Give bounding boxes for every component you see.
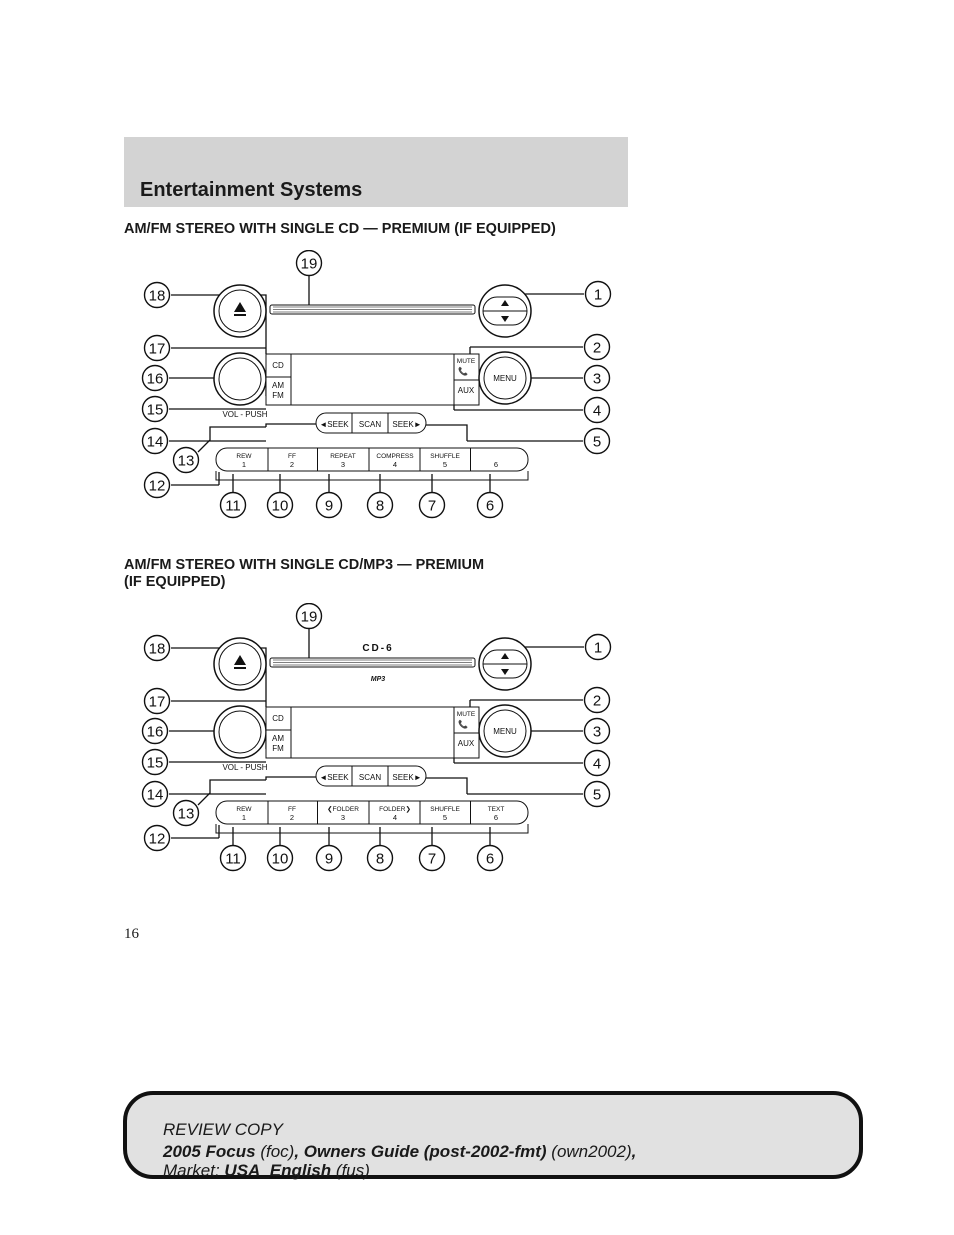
preset-2-number: 2	[289, 813, 295, 822]
callout-2: 2	[592, 692, 602, 710]
callout-19: 19	[300, 255, 318, 273]
preset-6-label: TEXT	[487, 806, 505, 813]
radio-svg	[130, 250, 630, 525]
preset-3-label: REPEAT	[330, 453, 356, 460]
callout-leader	[266, 777, 316, 780]
preset-3-number: 3	[340, 460, 346, 469]
preset-base	[216, 824, 528, 833]
section-title-2: AM/FM STEREO WITH SINGLE CD/MP3 — PREMIUM (IF EQUIPPED)	[124, 557, 485, 590]
page-title: Entertainment Systems	[140, 179, 363, 201]
callout-15: 15	[146, 754, 164, 772]
seek-left-label: ◄SEEK	[319, 773, 349, 782]
review-footer	[123, 1091, 863, 1179]
seek-right-label: SEEK►	[392, 773, 422, 782]
callout-9: 9	[324, 850, 334, 868]
preset-4-number: 4	[392, 460, 398, 469]
callout-3: 3	[592, 370, 602, 388]
callout-19: 19	[300, 608, 318, 626]
callout-11: 11	[225, 850, 241, 868]
callout-12: 12	[148, 477, 166, 495]
preset-5-label: SHUFFLE	[430, 806, 460, 813]
callout-9: 9	[324, 497, 334, 515]
section-header	[124, 137, 628, 207]
preset-6-number: 6	[493, 813, 499, 822]
fm-button-label: FM	[272, 391, 284, 400]
preset-3-label: ❮FOLDER	[327, 806, 359, 813]
preset-5-number: 5	[442, 460, 448, 469]
scan-label: SCAN	[358, 420, 382, 429]
callout-7: 7	[427, 850, 437, 868]
cd-button-label: CD	[272, 361, 284, 370]
callout-14: 14	[146, 786, 164, 804]
preset-4-label: COMPRESS	[376, 453, 414, 460]
callout-6: 6	[485, 850, 495, 868]
cd-button-label: CD	[272, 714, 284, 723]
mute-label: MUTE	[456, 358, 476, 365]
preset-1-number: 1	[241, 813, 247, 822]
callout-8: 8	[375, 497, 385, 515]
preset-bar	[216, 801, 528, 824]
preset-base	[216, 471, 528, 480]
callout-18: 18	[148, 640, 166, 658]
preset-5-label: SHUFFLE	[430, 453, 460, 460]
radio-diagram-2	[130, 603, 630, 878]
section-title-1: AM/FM STEREO WITH SINGLE CD — PREMIUM (IF EQUIPPED)	[124, 221, 556, 237]
radio-diagram-1	[130, 250, 630, 525]
fm-button-label: FM	[272, 744, 284, 753]
preset-1-number: 1	[241, 460, 247, 469]
callout-10: 10	[271, 497, 289, 515]
phone-icon: 📞	[458, 367, 468, 376]
volume-knob-inner	[219, 358, 261, 400]
callout-1: 1	[593, 286, 603, 304]
callout-5: 5	[592, 786, 602, 804]
phone-icon: 📞	[458, 720, 468, 729]
preset-4-number: 4	[392, 813, 398, 822]
callout-leader	[426, 425, 467, 441]
preset-2-label: FF	[288, 453, 296, 460]
callout-6: 6	[485, 497, 495, 515]
radio-svg	[130, 603, 630, 878]
callout-7: 7	[427, 497, 437, 515]
callout-16: 16	[146, 723, 164, 741]
scan-label: SCAN	[358, 773, 382, 782]
preset-1-label: REW	[236, 806, 252, 813]
document-info: 2005 Focus (foc), Owners Guide (post-2002-fmt) (own2002),	[163, 1142, 637, 1161]
callout-4: 4	[592, 755, 602, 773]
callout-4: 4	[592, 402, 602, 420]
callout-18: 18	[148, 287, 166, 305]
market-info: Market: USA_English (fus)	[163, 1161, 370, 1180]
preset-6-number: 6	[493, 460, 499, 469]
callout-15: 15	[146, 401, 164, 419]
menu-label: MENU	[493, 727, 517, 736]
menu-label: MENU	[493, 374, 517, 383]
callout-10: 10	[271, 850, 289, 868]
callout-5: 5	[592, 433, 602, 451]
page-number: 16	[124, 926, 139, 942]
callout-16: 16	[146, 370, 164, 388]
callout-13: 13	[177, 805, 195, 823]
aux-label: AUX	[457, 386, 475, 395]
preset-1-label: REW	[236, 453, 252, 460]
preset-4-label: FOLDER❯	[379, 806, 411, 813]
am-button-label: AM	[272, 381, 284, 390]
am-button-label: AM	[272, 734, 284, 743]
display-screen	[291, 707, 454, 758]
callout-3: 3	[592, 723, 602, 741]
vol-push-label: VOL - PUSH	[222, 410, 268, 419]
callout-11: 11	[225, 497, 241, 515]
mute-label: MUTE	[456, 711, 476, 718]
callout-leader	[426, 778, 467, 794]
seek-right-label: SEEK►	[392, 420, 422, 429]
callout-13: 13	[177, 452, 195, 470]
preset-2-number: 2	[289, 460, 295, 469]
display-screen	[291, 354, 454, 405]
preset-2-label: FF	[288, 806, 296, 813]
callout-17: 17	[148, 340, 166, 358]
mp3-logo: MP3	[370, 676, 386, 683]
callout-8: 8	[375, 850, 385, 868]
callout-leader	[266, 424, 316, 427]
preset-5-number: 5	[442, 813, 448, 822]
preset-3-number: 3	[340, 813, 346, 822]
seek-left-label: ◄SEEK	[319, 420, 349, 429]
callout-14: 14	[146, 433, 164, 451]
cd6-logo: CD-6	[362, 643, 394, 654]
callout-2: 2	[592, 339, 602, 357]
callout-1: 1	[593, 639, 603, 657]
callout-12: 12	[148, 830, 166, 848]
volume-knob-inner	[219, 711, 261, 753]
preset-bar	[216, 448, 528, 471]
vol-push-label: VOL - PUSH	[222, 763, 268, 772]
aux-label: AUX	[457, 739, 475, 748]
review-label: REVIEW COPY	[163, 1120, 283, 1139]
callout-17: 17	[148, 693, 166, 711]
